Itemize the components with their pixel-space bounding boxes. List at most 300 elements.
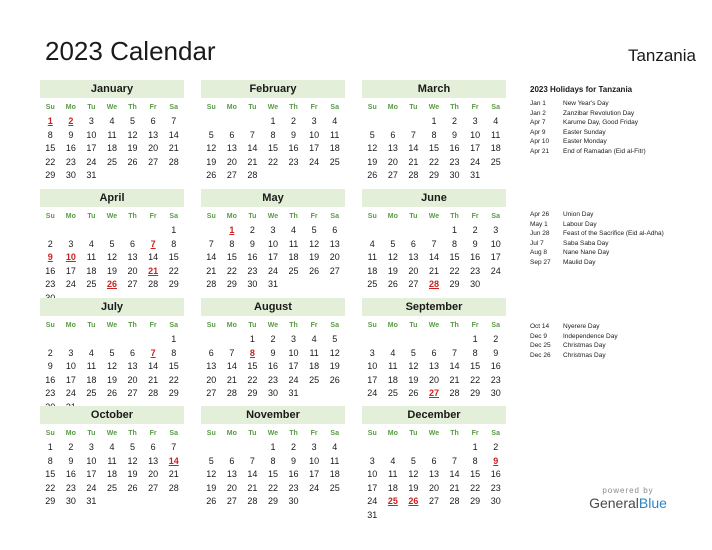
month-title: October [40,406,184,424]
day: 2 [270,334,276,344]
day: 10 [470,129,481,140]
day: 15 [247,361,258,371]
holiday-day: 2 [68,116,74,126]
day: 26 [309,265,320,276]
day-grid [201,333,345,401]
day: 29 [226,279,237,289]
day: 24 [470,156,481,167]
holiday-day: 8 [249,347,255,358]
holiday-date: Oct 14 [530,323,550,330]
weekday-label: We [428,430,440,437]
day: 2 [291,442,297,452]
day: 31 [470,170,481,180]
day: 9 [472,238,478,249]
day: 19 [387,265,398,276]
day: 6 [390,129,396,140]
month-november [201,406,345,509]
day: 17 [86,143,97,153]
day: 9 [452,129,458,140]
month-july [40,298,184,414]
day-empty [201,115,222,129]
day: 12 [106,252,117,262]
day: 8 [47,455,53,466]
day: 17 [65,265,76,276]
day-empty [222,115,243,129]
weekday-label: Su [206,322,216,329]
day: 15 [449,252,460,262]
day: 11 [107,129,117,140]
holiday-date: Jan 1 [530,100,546,107]
holiday-day: 26 [106,279,117,289]
day: 17 [490,252,501,262]
holiday-name: Maulid Day [563,258,596,266]
day: 2 [47,238,53,249]
weekday-label: Tu [248,430,257,437]
day: 8 [472,347,478,358]
day: 25 [288,265,299,276]
weekday-label: Su [45,104,55,111]
day-grid [40,115,184,183]
day: 30 [470,279,481,289]
day: 13 [148,129,159,140]
day: 18 [106,469,117,479]
day: 28 [247,496,258,506]
day: 14 [148,361,159,371]
day: 8 [270,129,276,140]
day: 31 [86,170,97,180]
day: 31 [86,496,97,506]
month-title: May [201,189,345,207]
brand-name-part: Blue [638,495,667,511]
day: 2 [493,442,499,452]
weekday-label: Th [450,104,459,111]
day: 29 [168,388,179,398]
day: 25 [86,388,97,398]
day: 16 [247,252,258,262]
day: 14 [449,361,460,371]
day: 4 [369,238,375,249]
day: 8 [472,455,478,466]
day: 1 [472,334,478,344]
day: 14 [226,361,237,371]
day-empty [61,224,82,238]
day: 23 [449,156,460,167]
day: 22 [168,374,179,385]
weekday-label: Tu [87,322,96,329]
day: 19 [329,361,340,371]
day: 2 [291,116,297,126]
day: 12 [127,129,138,140]
holiday-date: Jun 28 [530,230,550,237]
day: 10 [86,129,97,140]
holiday-date: Apr 7 [530,119,546,126]
day: 13 [428,469,439,479]
month-title: March [362,80,506,98]
day-empty [383,115,404,129]
month-title: January [40,80,184,98]
day: 3 [369,347,375,358]
day: 30 [288,496,299,506]
day-grid [362,441,506,522]
day: 21 [449,374,460,385]
weekday-label: Fr [310,322,318,329]
holiday-group [530,210,708,267]
weekday-header [201,100,345,115]
weekday-label: Mo [387,104,398,111]
day: 26 [206,170,217,180]
day: 16 [470,252,481,262]
day: 10 [267,238,278,249]
day: 16 [45,374,56,385]
weekday-label: Mo [387,322,398,329]
day: 28 [449,496,460,506]
day: 6 [229,129,235,140]
day: 15 [45,469,56,479]
weekday-label: Tu [409,430,418,437]
day: 13 [206,361,217,371]
holiday-name: Zanzibar Revolution Day [563,109,635,117]
day: 27 [226,170,237,180]
holiday-day: 7 [150,238,156,249]
month-may [201,189,345,292]
weekday-label: Mo [226,213,237,220]
weekday-label: Sa [491,430,500,437]
day: 6 [410,238,416,249]
day: 8 [171,347,177,358]
weekday-label: Fr [149,213,157,220]
day: 14 [408,143,419,153]
day: 20 [387,156,398,167]
weekday-label: Fr [471,430,479,437]
holiday-name: Karume Day, Good Friday [563,119,639,126]
day: 17 [309,143,320,153]
day-grid [362,115,506,183]
day: 27 [127,279,138,289]
weekday-label: Fr [149,430,157,437]
day: 6 [208,347,214,358]
day: 4 [109,116,115,126]
holiday-item [530,128,708,138]
day: 9 [68,129,74,140]
day: 29 [247,388,258,398]
weekday-label: Tu [87,430,96,437]
day: 12 [309,238,320,249]
holiday-name: End of Ramadan (Eid al-Fitr) [563,147,646,155]
day: 11 [388,469,398,479]
holiday-item [530,351,708,361]
day: 16 [65,143,76,153]
weekday-label: Fr [471,213,479,220]
holiday-group [530,99,708,156]
weekday-label: We [267,430,279,437]
day: 19 [127,469,138,479]
day: 16 [490,469,501,479]
month-title: September [362,298,506,316]
day-grid [40,441,184,509]
day: 27 [148,156,159,167]
month-june [362,189,506,292]
weekday-label: Th [289,104,298,111]
weekday-label: Su [45,213,55,220]
day: 3 [369,455,375,466]
country-name: Tanzania [627,46,696,65]
day: 24 [288,374,299,385]
day: 4 [291,225,297,235]
weekday-header [362,209,506,224]
day: 15 [226,252,237,262]
day: 20 [408,265,419,276]
day-empty [40,224,61,238]
weekday-label: Mo [226,430,237,437]
day: 3 [68,347,74,358]
day-grid [40,333,184,414]
weekday-header [40,426,184,441]
holiday-date: Dec 9 [530,332,547,340]
day: 16 [288,469,299,479]
holiday-name: Labour Day [563,220,597,228]
day-empty [362,115,383,129]
day: 6 [150,116,156,126]
day: 26 [127,156,138,167]
day: 26 [206,496,217,506]
weekday-label: Su [367,430,377,437]
day: 22 [470,374,481,385]
month-title: April [40,189,184,207]
weekday-label: Tu [248,213,257,220]
day: 9 [47,361,53,371]
day: 5 [130,442,136,452]
day: 18 [86,265,97,276]
day: 7 [229,347,235,358]
day: 27 [226,496,237,506]
day: 25 [329,482,340,493]
holiday-item [530,248,708,258]
day: 13 [428,361,439,371]
holiday-name: Independence Day [563,332,618,340]
month-january [40,80,184,183]
day: 3 [311,442,317,452]
holiday-day: 14 [168,455,179,466]
holiday-item [530,99,708,109]
day: 22 [45,156,56,167]
weekday-label: Sa [330,213,339,220]
month-february [201,80,345,183]
day: 14 [247,469,258,479]
month-title: August [201,298,345,316]
day: 29 [449,279,460,289]
day: 17 [367,482,378,493]
day: 12 [408,469,419,479]
weekday-header [362,426,506,441]
weekday-label: Sa [169,213,178,220]
day: 21 [247,156,258,167]
day: 22 [45,482,56,493]
weekday-label: Th [289,213,298,220]
day: 23 [288,156,299,167]
day-empty [102,333,123,347]
day: 10 [309,129,320,140]
day: 8 [171,238,177,249]
day: 29 [45,170,56,180]
day: 31 [288,388,299,398]
weekday-label: We [106,104,118,111]
day: 22 [428,156,439,167]
weekday-label: Th [450,213,459,220]
holiday-day: 9 [47,252,53,262]
day: 21 [449,482,460,493]
day-empty [102,224,123,238]
holiday-date: Apr 9 [530,128,546,136]
day: 25 [86,279,97,289]
day-empty [403,333,424,347]
weekday-label: Sa [330,430,339,437]
weekday-label: Th [128,430,137,437]
weekday-header [362,100,506,115]
day: 3 [68,238,74,249]
day: 12 [106,361,117,371]
weekday-label: Fr [310,104,318,111]
holiday-name: Union Day [563,211,594,218]
weekday-label: Th [128,104,137,111]
day: 12 [127,455,138,466]
weekday-label: Sa [330,322,339,329]
day: 17 [65,374,76,385]
day-empty [383,441,404,455]
day: 16 [45,265,56,276]
day: 6 [130,347,136,358]
day: 23 [45,279,56,289]
day: 30 [65,170,76,180]
weekday-header [201,209,345,224]
holiday-name: Christmas Day [563,342,606,349]
day: 11 [288,238,299,249]
day: 7 [171,442,177,452]
day-empty [81,333,102,347]
day: 8 [431,129,437,140]
weekday-label: Mo [65,213,76,220]
weekday-header [201,318,345,333]
weekday-label: We [428,322,440,329]
holiday-day: 28 [428,279,439,289]
day: 14 [168,129,179,140]
day-empty [424,224,445,238]
day: 5 [410,347,416,358]
day-empty [61,333,82,347]
holiday-item [530,147,708,157]
day: 20 [428,482,439,493]
day: 7 [249,455,255,466]
day: 24 [490,265,501,276]
holiday-item [530,239,708,249]
day: 1 [270,116,276,126]
day: 10 [367,361,378,371]
day: 7 [249,129,255,140]
day: 16 [490,361,501,371]
holiday-item [530,220,708,230]
day-empty [362,333,383,347]
day: 16 [65,469,76,479]
day: 29 [470,496,481,506]
day: 18 [387,374,398,385]
day-grid [201,115,345,183]
day: 1 [452,225,458,235]
day: 24 [309,482,320,493]
day: 18 [288,252,299,262]
day: 26 [106,388,117,398]
day: 7 [208,238,214,249]
month-march [362,80,506,183]
day: 11 [330,455,340,466]
day: 21 [226,374,237,385]
day: 12 [329,347,340,358]
day: 5 [311,225,317,235]
day-empty [444,333,465,347]
weekday-header [40,100,184,115]
weekday-label: Sa [169,322,178,329]
holiday-item [530,109,708,119]
day: 22 [267,156,278,167]
weekday-label: We [267,104,279,111]
weekday-label: Th [450,430,459,437]
day: 19 [408,482,419,493]
holiday-name: Christmas Day [563,351,606,359]
weekday-label: Su [206,430,216,437]
day: 8 [452,238,458,249]
holiday-day: 1 [229,225,235,235]
day: 1 [171,334,177,344]
weekday-label: Tu [87,104,96,111]
holiday-date: Jan 2 [530,109,546,117]
day: 5 [410,455,416,466]
holiday-item [530,332,708,342]
day: 5 [332,334,338,344]
day: 13 [127,361,138,371]
day-grid [362,333,506,401]
day: 13 [387,143,398,153]
weekday-label: Tu [409,213,418,220]
day: 3 [88,116,94,126]
day: 16 [288,143,299,153]
day: 5 [130,116,136,126]
day: 4 [332,116,338,126]
day: 30 [247,279,258,289]
day-grid [362,224,506,292]
month-title: June [362,189,506,207]
day: 30 [65,496,76,506]
day: 15 [267,469,278,479]
day: 28 [206,279,217,289]
day: 11 [330,129,340,140]
day: 24 [367,496,378,506]
weekday-label: Fr [310,213,318,220]
day: 9 [291,455,297,466]
day: 9 [493,347,499,358]
weekday-label: We [428,213,440,220]
day: 19 [408,374,419,385]
weekday-label: Tu [409,322,418,329]
day: 7 [452,347,458,358]
weekday-label: Tu [248,104,257,111]
day: 11 [107,455,117,466]
day: 30 [490,388,501,398]
holiday-date: Apr 10 [530,138,550,145]
day: 25 [106,156,117,167]
day-empty [201,333,222,347]
day: 20 [148,469,159,479]
day: 7 [171,116,177,126]
day: 21 [247,482,258,493]
day-empty [122,224,143,238]
